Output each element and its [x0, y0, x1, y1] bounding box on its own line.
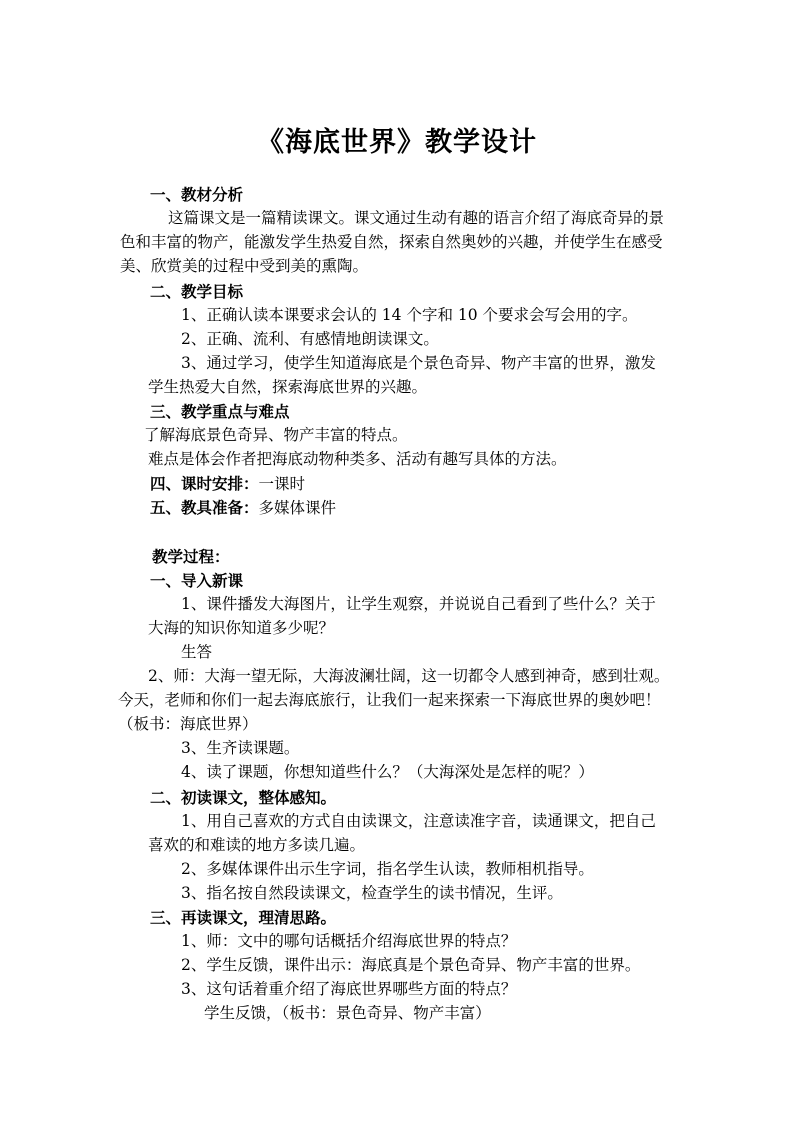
- paragraph-line: 4、读了课题，你想知道些什么？（大海深处是怎样的呢？）: [181, 763, 594, 781]
- heading-label: 四、课时安排：: [150, 474, 259, 493]
- paragraph-line: 2、学生反馈，课件出示：海底真是个景色奇异、物产丰富的世界。: [181, 956, 641, 974]
- paragraph-line: 1、用自己喜欢的方式自由读课文，注意读准字音，读通课文，把自己: [181, 812, 656, 830]
- paragraph-line: 2、多媒体课件出示生字词，指名学生认读，教师相机指导。: [181, 860, 594, 878]
- paragraph-line: 3、生齐读课题。: [181, 739, 300, 757]
- section-heading: 教学过程：: [152, 547, 230, 566]
- page-title: 《海底世界》教学设计: [257, 127, 537, 158]
- paragraph-line: 2、师：大海一望无际，大海波澜壮阔，这一切都令人感到神奇，感到壮观。: [148, 667, 670, 685]
- paragraph-line: 美、欣赏美的过程中受到美的熏陶。: [120, 257, 369, 275]
- section-heading: [150, 500, 336, 517]
- paragraph-line: 今天，老师和你们一起去海底旅行，让我们一起来探索一下海底世界的奥妙吧！: [118, 691, 661, 709]
- heading-value: 一课时: [258, 475, 306, 493]
- paragraph-line: （板书：海底世界）: [118, 715, 258, 733]
- paragraph-line: 3、这句话着重介绍了海底世界哪些方面的特点？: [181, 980, 517, 998]
- paragraph-line: 3、通过学习，使学生知道海底是个景色奇异、物产丰富的世界，激发: [181, 354, 656, 372]
- paragraph-line: 生答: [181, 643, 213, 661]
- paragraph-line: 3、指名按自然段读课文，检查学生的读书情况，生评。: [181, 884, 563, 902]
- section-heading: [150, 476, 305, 493]
- heading-label: 五、教具准备：: [150, 498, 259, 517]
- paragraph-line: 了解海底景色奇异、物产丰富的特点。: [144, 426, 408, 444]
- paragraph-line: 1、正确认读本课要求会认的 14 个字和 10 个要求会写会用的字。: [181, 306, 638, 324]
- paragraph-line: 学生热爱大自然，探索海底世界的兴趣。: [148, 378, 428, 396]
- paragraph-line: 色和丰富的物产，能激发学生热爱自然，探索自然奥妙的兴趣，并使学生在感受: [120, 233, 663, 251]
- section-heading: 三、再读课文，理清思路。: [150, 908, 337, 927]
- section-heading: 三、教学重点与难点: [150, 402, 290, 421]
- heading-value: 多媒体课件: [258, 499, 337, 517]
- paragraph-line: 这篇课文是一篇精读课文。课文通过生动有趣的语言介绍了海底奇异的景: [168, 209, 665, 227]
- section-heading: 二、教学目标: [150, 282, 244, 301]
- paragraph-line: 1、师：文中的哪句话概括介绍海底世界的特点？: [181, 932, 517, 950]
- paragraph-line: 大海的知识你知道多少呢？: [148, 619, 335, 637]
- section-heading: 一、教材分析: [150, 185, 244, 204]
- section-heading: 一、导入新课: [150, 571, 244, 590]
- section-heading: 二、初读课文，整体感知。: [150, 788, 337, 807]
- paragraph-line: 1、课件播发大海图片，让学生观察，并说说自己看到了些什么？关于: [181, 595, 656, 613]
- paragraph-line: 学生反馈，（板书：景色奇异、物产丰富）: [204, 1004, 491, 1022]
- paragraph-line: 2、正确、流利、有感情地朗读课文。: [181, 330, 439, 348]
- paragraph-line: 难点是体会作者把海底动物种类多、活动有趣写具体的方法。: [148, 450, 567, 468]
- paragraph-line: 喜欢的和难读的地方多读几遍。: [148, 836, 366, 854]
